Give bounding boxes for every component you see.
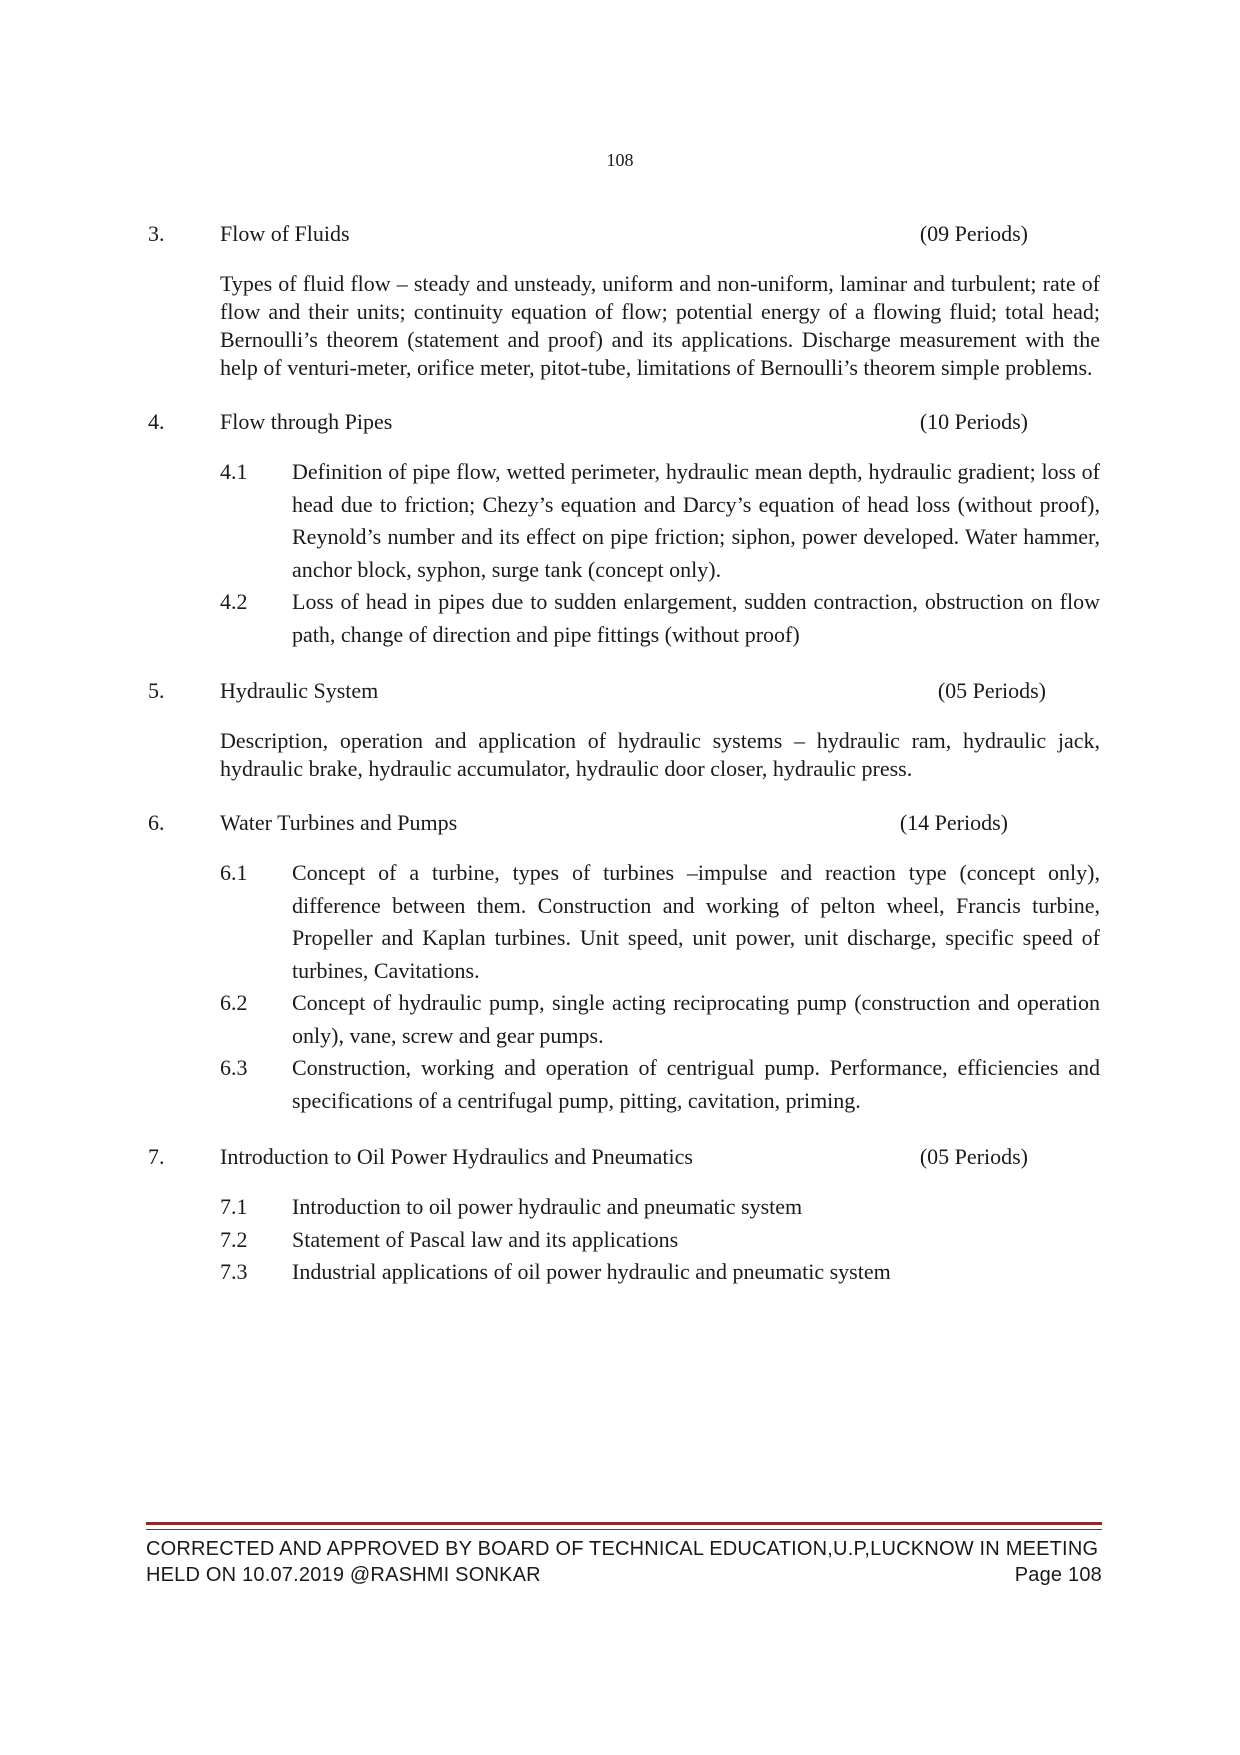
sub-topic (220, 1052, 1100, 1117)
footer-line-1 (146, 1536, 1102, 1562)
sub-topic-number: 6.2 (220, 990, 248, 1015)
section-periods: (10 Periods) (919, 409, 1028, 434)
sub-topic-number: 7.3 (220, 1259, 248, 1284)
sub-topic-text: Statement of Pascal law and its applications (292, 1226, 679, 1252)
sub-topic-number: 4.2 (220, 589, 248, 614)
sub-topic-text: Introduction to oil power hydraulic and pneumatic system (292, 1194, 803, 1219)
section-periods: (14 Periods) (899, 810, 1008, 835)
section-title: Hydraulic System (220, 678, 379, 703)
section-periods: (09 Periods) (919, 221, 1028, 246)
section-number: 5. (148, 678, 165, 703)
sub-topic (220, 586, 1100, 651)
page-footer (146, 1522, 1102, 1588)
sub-topic-text: Industrial applications of oil power hydraulic and pneumatic system (292, 1259, 891, 1284)
section-7 (148, 1141, 1100, 1289)
sub-topic-number: 7.2 (220, 1226, 248, 1252)
section-6 (148, 807, 1100, 1117)
section-4 (148, 406, 1100, 651)
section-body: Description, operation and application of hydraulic systems – hydraulic ram, hydraulic jack, hydraulic brake, hydraulic accumulator, hydraulic door closer, hydraulic press. (220, 728, 1100, 781)
sub-topic-list (220, 857, 1100, 1117)
section-5 (148, 675, 1100, 783)
section-number: 7. (148, 1144, 165, 1169)
section-title: Flow through Pipes (220, 409, 393, 434)
sub-topic-list (220, 456, 1100, 651)
sub-topic (220, 1224, 1100, 1257)
sub-topic-list (220, 1191, 1100, 1289)
footer-line-2 (146, 1562, 1102, 1588)
page-number: 108 (606, 150, 634, 170)
sub-topic-text: Definition of pipe flow, wetted perimeter, hydraulic mean depth, hydraulic gradient; loss of head due to friction; Chezy’s equation and Darcy’s equation of head loss (without proof), Reynold’s number and its effect on pipe friction; siphon, power developed. Water hammer, anchor block, syphon, surge tank (concept only). (292, 459, 1100, 582)
section-title: Water Turbines and Pumps (220, 810, 458, 835)
syllabus-content (148, 218, 1100, 1313)
section-periods: (05 Periods) (919, 1144, 1028, 1169)
section-number: 3. (148, 221, 165, 246)
sub-topic-number: 4.1 (220, 459, 248, 484)
section-heading (148, 675, 1100, 707)
footer-divider (146, 1522, 1102, 1530)
sub-topic-number: 6.1 (220, 860, 248, 885)
meeting-date-note: HELD ON 10.07.2019 @RASHMI SONKAR (146, 1564, 541, 1586)
sub-topic (220, 456, 1100, 586)
sub-topic (220, 857, 1100, 987)
sub-topic (220, 1191, 1100, 1224)
section-heading (148, 218, 1100, 250)
section-heading (148, 406, 1100, 438)
section-title: Introduction to Oil Power Hydraulics and Pneumatics (220, 1144, 693, 1169)
sub-topic-number: 6.3 (220, 1055, 248, 1080)
section-title: Flow of Fluids (220, 221, 350, 246)
section-periods: (05 Periods) (937, 678, 1046, 703)
section-3 (148, 218, 1100, 382)
section-heading (148, 807, 1100, 839)
sub-topic-text: Concept of a turbine, types of turbines –impulse and reaction type (concept only), difference between them. Construction and working of pelton wheel, Francis turbine, Propeller and Kaplan turbines. Unit speed, unit power, unit discharge, specific speed of turbines, Cavitations. (292, 860, 1100, 983)
approval-note: CORRECTED AND APPROVED BY BOARD OF TECHNICAL EDUCATION,U.P,LUCKNOW IN MEETING (146, 1538, 1099, 1560)
sub-topic-text: Concept of hydraulic pump, single acting reciprocating pump (construction and operation only), vane, screw and gear pumps. (292, 990, 1100, 1048)
footer-page-label: Page 108 (1014, 1564, 1102, 1586)
sub-topic (220, 987, 1100, 1052)
sub-topic-number: 7.1 (220, 1194, 248, 1219)
section-body: Types of fluid flow – steady and unsteady, uniform and non-uniform, laminar and turbulent; rate of flow and their units; continuity equation of flow; potential energy of a flowing fluid; total head; Bernoulli’s theorem (statement and proof) and its applications. Discharge measurement with the help of venturi-meter, orifice meter, pitot-tube, limitations of Bernoulli’s theorem simple problems. (220, 271, 1100, 380)
section-heading (148, 1141, 1100, 1173)
sub-topic (220, 1256, 1100, 1289)
sub-topic-text: Loss of head in pipes due to sudden enlargement, sudden contraction, obstruction on flow path, change of direction and pipe fittings (without proof) (292, 589, 1100, 647)
section-number: 4. (148, 409, 165, 434)
sub-topic-text: Construction, working and operation of centrigual pump. Performance, efficiencies and specifications of a centrifugal pump, pitting, cavitation, priming. (292, 1055, 1100, 1113)
section-number: 6. (148, 810, 165, 835)
